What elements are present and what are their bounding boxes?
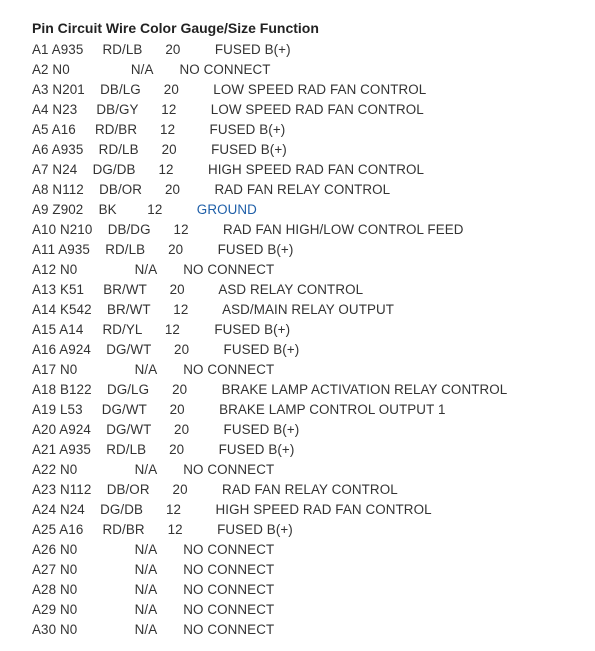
gauge-cell: 20 bbox=[161, 142, 177, 157]
gauge-cell: 20 bbox=[172, 482, 188, 497]
wire-color-cell: DG/LG bbox=[106, 382, 150, 397]
function-cell: ASD RELAY CONTROL bbox=[218, 282, 364, 297]
column-gap bbox=[150, 482, 173, 497]
table-row bbox=[32, 422, 507, 442]
column-gap bbox=[157, 602, 184, 617]
circuit-cell: A14 bbox=[59, 322, 84, 337]
column-gap bbox=[180, 322, 214, 337]
column-gap bbox=[143, 502, 166, 517]
table-row bbox=[32, 142, 507, 162]
wire-color-cell: RD/BR bbox=[94, 122, 138, 137]
function-cell: FUSED B(+) bbox=[214, 322, 291, 337]
function-cell: BRAKE LAMP ACTIVATION RELAY CONTROL bbox=[221, 382, 508, 397]
gauge-cell: N/A bbox=[134, 362, 157, 377]
table-row bbox=[32, 322, 507, 342]
function-cell[interactable]: GROUND bbox=[196, 202, 257, 217]
gauge-cell: 12 bbox=[166, 502, 182, 517]
gauge-cell: 12 bbox=[164, 322, 180, 337]
wire-color-cell: BR/WT bbox=[103, 282, 147, 297]
column-gap bbox=[85, 82, 100, 97]
column-gap bbox=[157, 362, 184, 377]
circuit-cell: A924 bbox=[59, 342, 91, 357]
column-gap bbox=[141, 82, 164, 97]
table-row bbox=[32, 462, 507, 482]
column-gap bbox=[157, 562, 184, 577]
table-row bbox=[32, 482, 507, 502]
function-cell: NO CONNECT bbox=[183, 602, 275, 617]
function-cell: FUSED B(+) bbox=[223, 342, 300, 357]
table-row bbox=[32, 302, 507, 322]
function-cell: NO CONNECT bbox=[183, 622, 275, 637]
function-cell: FUSED B(+) bbox=[217, 242, 294, 257]
pin-cell: A21 bbox=[32, 442, 57, 457]
column-gap bbox=[157, 262, 184, 277]
circuit-cell: L53 bbox=[59, 402, 83, 417]
table-row bbox=[32, 82, 507, 102]
wire-color-cell: DG/WT bbox=[106, 422, 152, 437]
column-gap bbox=[77, 262, 134, 277]
pin-cell: A30 bbox=[32, 622, 57, 637]
pin-cell: A25 bbox=[32, 522, 57, 537]
table-row bbox=[32, 42, 507, 62]
table-row bbox=[32, 402, 507, 422]
circuit-cell: A16 bbox=[51, 122, 76, 137]
gauge-cell: N/A bbox=[134, 262, 157, 277]
column-gap bbox=[92, 302, 107, 317]
column-gap bbox=[177, 142, 211, 157]
column-gap bbox=[84, 182, 99, 197]
column-gap bbox=[147, 282, 170, 297]
column-gap bbox=[85, 502, 100, 517]
column-gap bbox=[183, 522, 217, 537]
table-row bbox=[32, 582, 507, 602]
pin-cell: A10 bbox=[32, 222, 57, 237]
column-gap bbox=[145, 522, 168, 537]
table-row bbox=[32, 202, 507, 222]
pin-cell: A9 bbox=[32, 202, 49, 217]
column-gap bbox=[180, 182, 214, 197]
gauge-cell: 12 bbox=[167, 522, 183, 537]
wire-color-cell: BK bbox=[98, 202, 117, 217]
column-gap bbox=[188, 302, 222, 317]
function-cell: BRAKE LAMP CONTROL OUTPUT 1 bbox=[219, 402, 446, 417]
column-gap bbox=[77, 462, 134, 477]
pin-cell: A26 bbox=[32, 542, 57, 557]
table-row bbox=[32, 502, 507, 522]
circuit-cell: N0 bbox=[59, 582, 78, 597]
function-cell: NO CONNECT bbox=[183, 562, 275, 577]
function-cell: NO CONNECT bbox=[183, 542, 275, 557]
pin-cell: A5 bbox=[32, 122, 49, 137]
pin-cell: A12 bbox=[32, 262, 57, 277]
column-gap bbox=[83, 322, 102, 337]
function-cell: FUSED B(+) bbox=[223, 422, 300, 437]
column-gap bbox=[180, 42, 214, 57]
wire-color-cell: DG/DB bbox=[92, 162, 136, 177]
column-gap bbox=[77, 162, 92, 177]
circuit-cell: N112 bbox=[52, 182, 84, 197]
pin-cell: A13 bbox=[32, 282, 57, 297]
function-cell: LOW SPEED RAD FAN CONTROL bbox=[213, 82, 427, 97]
column-gap bbox=[91, 482, 106, 497]
column-gap bbox=[185, 282, 219, 297]
column-gap bbox=[83, 142, 98, 157]
pin-list bbox=[32, 42, 507, 642]
table-row bbox=[32, 342, 507, 362]
column-gap bbox=[151, 342, 174, 357]
gauge-cell: 12 bbox=[160, 122, 176, 137]
circuit-cell: A935 bbox=[58, 242, 90, 257]
pin-cell: A14 bbox=[32, 302, 57, 317]
pin-cell: A23 bbox=[32, 482, 57, 497]
table-header: Pin Circuit Wire Color Gauge/Size Function bbox=[32, 20, 319, 36]
pin-cell: A19 bbox=[32, 402, 57, 417]
column-gap bbox=[179, 82, 213, 97]
column-gap bbox=[142, 42, 165, 57]
circuit-cell: N0 bbox=[59, 362, 78, 377]
table-row bbox=[32, 442, 507, 462]
column-gap bbox=[189, 342, 223, 357]
function-cell: RAD FAN RELAY CONTROL bbox=[222, 482, 398, 497]
column-gap bbox=[117, 202, 148, 217]
column-gap bbox=[145, 242, 168, 257]
pin-cell: A8 bbox=[32, 182, 49, 197]
column-gap bbox=[92, 382, 107, 397]
wire-color-cell: RD/BR bbox=[102, 522, 145, 537]
gauge-cell: 12 bbox=[173, 222, 189, 237]
pin-cell: A27 bbox=[32, 562, 57, 577]
wire-color-cell: DB/DG bbox=[107, 222, 151, 237]
wire-color-cell: DB/LG bbox=[100, 82, 141, 97]
gauge-cell: N/A bbox=[130, 62, 153, 77]
column-gap bbox=[83, 42, 102, 57]
circuit-cell: K51 bbox=[59, 282, 85, 297]
wire-color-cell: RD/LB bbox=[102, 42, 143, 57]
column-gap bbox=[142, 322, 165, 337]
pin-cell: A3 bbox=[32, 82, 49, 97]
circuit-cell: N0 bbox=[59, 262, 78, 277]
column-gap bbox=[151, 222, 174, 237]
column-gap bbox=[70, 62, 131, 77]
function-cell: HIGH SPEED RAD FAN CONTROL bbox=[207, 162, 425, 177]
column-gap bbox=[91, 342, 106, 357]
column-gap bbox=[83, 402, 102, 417]
column-gap bbox=[176, 102, 210, 117]
wire-color-cell: RD/LB bbox=[98, 142, 139, 157]
column-gap bbox=[175, 122, 209, 137]
column-gap bbox=[83, 202, 98, 217]
pin-cell: A17 bbox=[32, 362, 57, 377]
table-row bbox=[32, 162, 507, 182]
circuit-cell: B122 bbox=[59, 382, 92, 397]
column-gap bbox=[149, 382, 172, 397]
table-row bbox=[32, 382, 507, 402]
circuit-cell: A924 bbox=[59, 422, 91, 437]
gauge-cell: N/A bbox=[134, 462, 157, 477]
gauge-cell: N/A bbox=[134, 622, 157, 637]
pin-cell: A18 bbox=[32, 382, 57, 397]
column-gap bbox=[77, 622, 134, 637]
column-gap bbox=[91, 442, 106, 457]
gauge-cell: N/A bbox=[134, 602, 157, 617]
table-row bbox=[32, 62, 507, 82]
column-gap bbox=[157, 462, 184, 477]
column-gap bbox=[184, 442, 218, 457]
table-row bbox=[32, 102, 507, 122]
circuit-cell: A16 bbox=[59, 522, 84, 537]
circuit-cell: N210 bbox=[59, 222, 93, 237]
column-gap bbox=[153, 62, 180, 77]
circuit-cell: N0 bbox=[59, 622, 78, 637]
gauge-cell: 20 bbox=[165, 182, 181, 197]
column-gap bbox=[137, 122, 160, 137]
circuit-cell: N24 bbox=[52, 162, 78, 177]
circuit-cell: N0 bbox=[52, 62, 70, 77]
column-gap bbox=[77, 362, 134, 377]
gauge-cell: N/A bbox=[134, 582, 157, 597]
table-row bbox=[32, 622, 507, 642]
gauge-cell: 20 bbox=[174, 342, 190, 357]
circuit-cell: K542 bbox=[59, 302, 92, 317]
column-gap bbox=[150, 302, 173, 317]
pin-cell: A1 bbox=[32, 42, 49, 57]
column-gap bbox=[187, 382, 221, 397]
column-gap bbox=[76, 122, 95, 137]
function-cell: NO CONNECT bbox=[183, 362, 275, 377]
circuit-cell: N23 bbox=[52, 102, 78, 117]
wire-color-cell: DG/WT bbox=[106, 342, 152, 357]
gauge-cell: 20 bbox=[169, 402, 185, 417]
table-row bbox=[32, 182, 507, 202]
wire-color-cell: DB/GY bbox=[96, 102, 139, 117]
function-cell: NO CONNECT bbox=[183, 582, 275, 597]
pin-cell: A2 bbox=[32, 62, 49, 77]
circuit-cell: N0 bbox=[59, 542, 78, 557]
pin-cell: A24 bbox=[32, 502, 57, 517]
pin-cell: A7 bbox=[32, 162, 49, 177]
column-gap bbox=[77, 562, 134, 577]
wire-color-cell: DB/OR bbox=[99, 182, 143, 197]
column-gap bbox=[77, 542, 134, 557]
gauge-cell: 20 bbox=[169, 282, 185, 297]
gauge-cell: 20 bbox=[168, 242, 184, 257]
circuit-cell: Z902 bbox=[52, 202, 84, 217]
pin-cell: A15 bbox=[32, 322, 57, 337]
circuit-cell: N201 bbox=[52, 82, 85, 97]
pin-cell: A28 bbox=[32, 582, 57, 597]
column-gap bbox=[142, 182, 165, 197]
gauge-cell: 20 bbox=[165, 42, 181, 57]
function-cell: FUSED B(+) bbox=[209, 122, 286, 137]
gauge-cell: 20 bbox=[174, 422, 190, 437]
table-row bbox=[32, 242, 507, 262]
table-row bbox=[32, 262, 507, 282]
circuit-cell: A935 bbox=[59, 442, 91, 457]
column-gap bbox=[146, 442, 169, 457]
column-gap bbox=[77, 602, 134, 617]
gauge-cell: 20 bbox=[172, 382, 188, 397]
column-gap bbox=[162, 202, 196, 217]
circuit-cell: A935 bbox=[51, 142, 84, 157]
column-gap bbox=[84, 282, 103, 297]
column-gap bbox=[157, 542, 184, 557]
column-gap bbox=[90, 242, 105, 257]
function-cell: HIGH SPEED RAD FAN CONTROL bbox=[215, 502, 432, 517]
wire-color-cell: BR/WT bbox=[106, 302, 151, 317]
column-gap bbox=[147, 402, 170, 417]
gauge-cell: 12 bbox=[147, 202, 163, 217]
function-cell: NO CONNECT bbox=[183, 262, 275, 277]
table-row bbox=[32, 562, 507, 582]
circuit-cell: N0 bbox=[59, 462, 78, 477]
gauge-cell: 12 bbox=[161, 102, 177, 117]
column-gap bbox=[181, 502, 215, 517]
function-cell: NO CONNECT bbox=[183, 462, 275, 477]
circuit-cell: N24 bbox=[59, 502, 85, 517]
pin-cell: A16 bbox=[32, 342, 57, 357]
gauge-cell: N/A bbox=[134, 562, 157, 577]
circuit-cell: N0 bbox=[59, 562, 78, 577]
pin-cell: A4 bbox=[32, 102, 49, 117]
wire-color-cell: RD/LB bbox=[106, 442, 147, 457]
column-gap bbox=[136, 162, 159, 177]
function-cell: ASD/MAIN RELAY OUTPUT bbox=[222, 302, 395, 317]
column-gap bbox=[174, 162, 208, 177]
column-gap bbox=[91, 422, 106, 437]
pin-cell: A22 bbox=[32, 462, 57, 477]
pin-cell: A20 bbox=[32, 422, 57, 437]
table-row bbox=[32, 542, 507, 562]
wire-color-cell: RD/YL bbox=[102, 322, 142, 337]
pin-cell: A11 bbox=[32, 242, 56, 257]
function-cell: RAD FAN RELAY CONTROL bbox=[214, 182, 391, 197]
column-gap bbox=[189, 422, 223, 437]
table-row bbox=[32, 222, 507, 242]
column-gap bbox=[183, 242, 217, 257]
table-row bbox=[32, 522, 507, 542]
wire-color-cell: DB/OR bbox=[106, 482, 150, 497]
column-gap bbox=[83, 522, 102, 537]
function-cell: FUSED B(+) bbox=[214, 42, 291, 57]
column-gap bbox=[185, 402, 219, 417]
wire-color-cell: DG/DB bbox=[100, 502, 144, 517]
column-gap bbox=[157, 582, 184, 597]
circuit-cell: A935 bbox=[51, 42, 84, 57]
column-gap bbox=[77, 102, 96, 117]
gauge-cell: 12 bbox=[158, 162, 174, 177]
column-gap bbox=[157, 622, 184, 637]
gauge-cell: 20 bbox=[163, 82, 179, 97]
column-gap bbox=[188, 482, 222, 497]
function-cell: NO CONNECT bbox=[179, 62, 271, 77]
table-row bbox=[32, 282, 507, 302]
gauge-cell: 12 bbox=[173, 302, 189, 317]
table-row bbox=[32, 122, 507, 142]
gauge-cell: N/A bbox=[134, 542, 157, 557]
function-cell: FUSED B(+) bbox=[211, 142, 287, 157]
circuit-cell: N0 bbox=[59, 602, 78, 617]
function-cell: LOW SPEED RAD FAN CONTROL bbox=[210, 102, 424, 117]
column-gap bbox=[139, 142, 162, 157]
gauge-cell: 20 bbox=[169, 442, 185, 457]
column-gap bbox=[92, 222, 107, 237]
function-cell: FUSED B(+) bbox=[217, 522, 293, 537]
circuit-cell: N112 bbox=[59, 482, 92, 497]
wire-color-cell: RD/LB bbox=[105, 242, 146, 257]
pin-cell: A29 bbox=[32, 602, 57, 617]
table-row bbox=[32, 602, 507, 622]
column-gap bbox=[151, 422, 174, 437]
table-row bbox=[32, 362, 507, 382]
function-cell: FUSED B(+) bbox=[218, 442, 295, 457]
wire-color-cell: DG/WT bbox=[101, 402, 147, 417]
pin-cell: A6 bbox=[32, 142, 49, 157]
column-gap bbox=[138, 102, 161, 117]
column-gap bbox=[189, 222, 223, 237]
column-gap bbox=[77, 582, 134, 597]
function-cell: RAD FAN HIGH/LOW CONTROL FEED bbox=[223, 222, 464, 237]
